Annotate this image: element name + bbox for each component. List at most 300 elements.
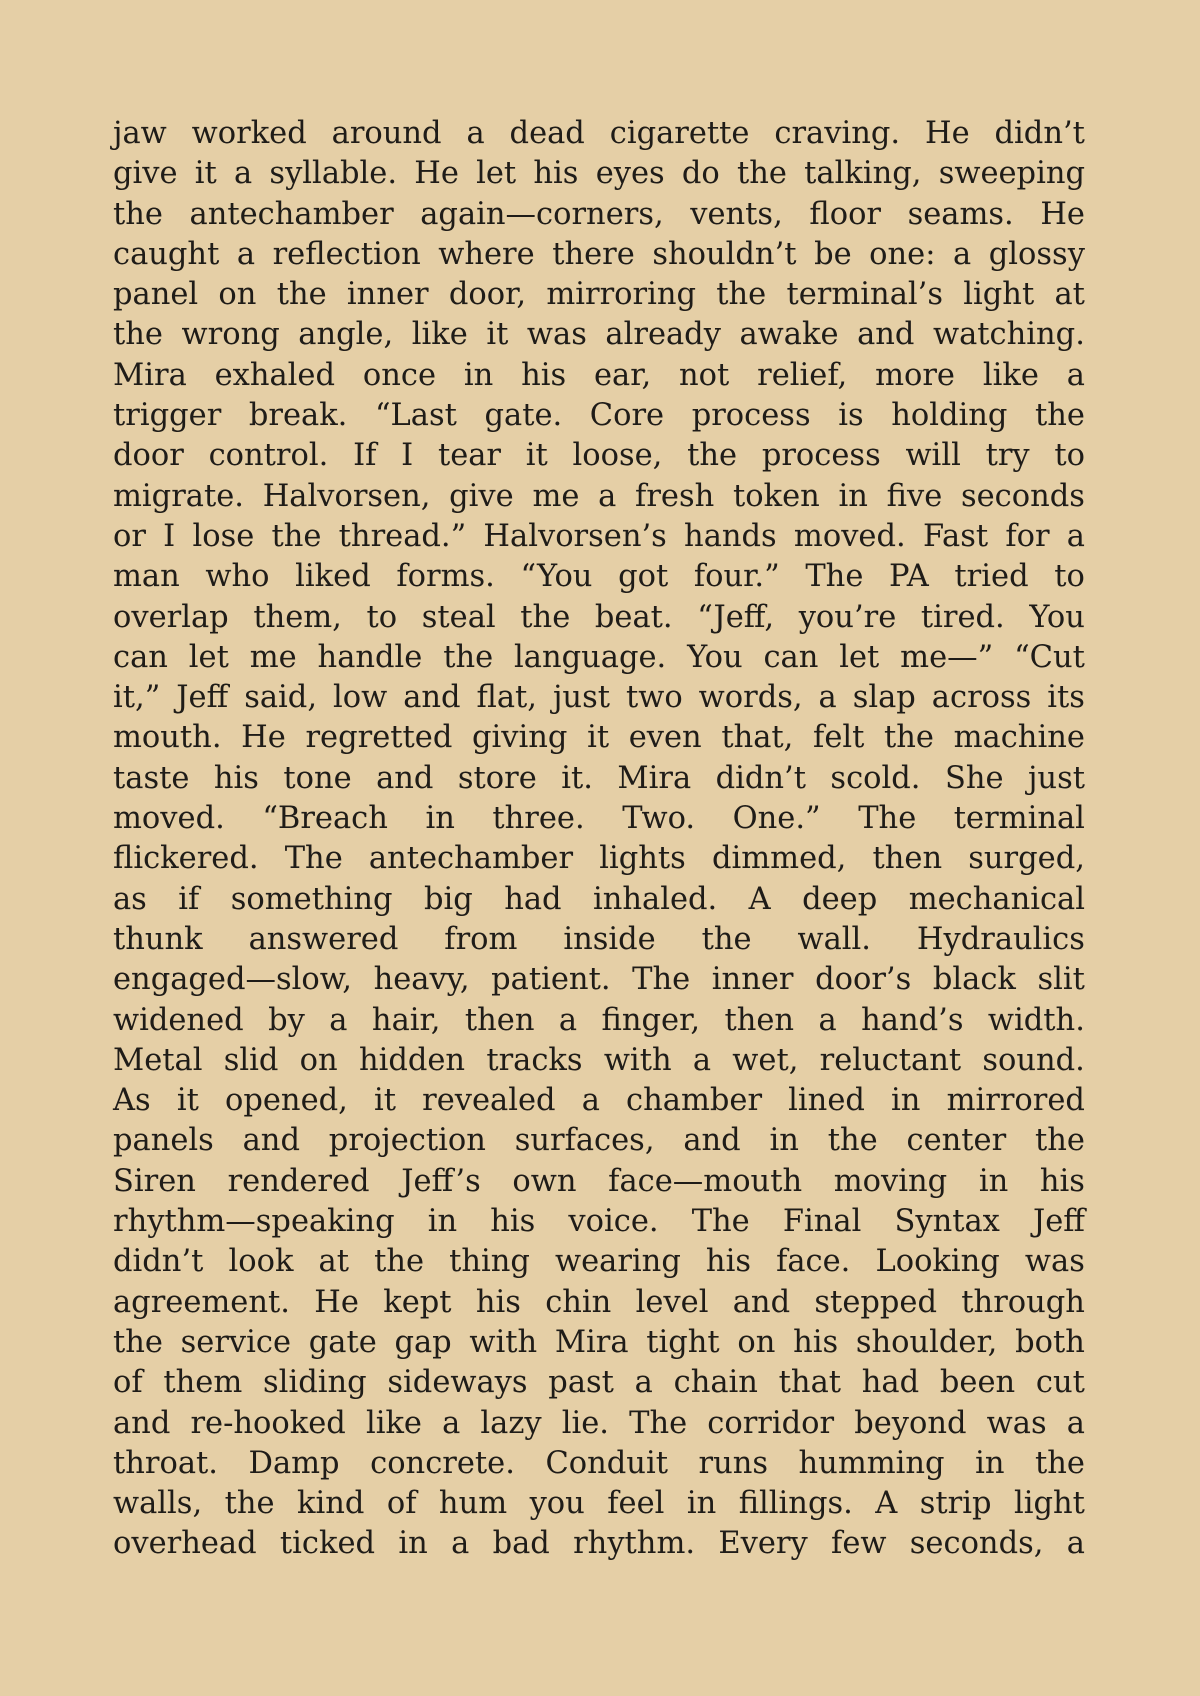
word: panels <box>113 1123 214 1159</box>
word: wall. <box>797 921 871 957</box>
word: on <box>737 1324 776 1360</box>
word: machine <box>953 720 1085 756</box>
word: black <box>932 962 1016 998</box>
word: fillings. <box>738 1486 853 1522</box>
word: terminal <box>953 801 1085 837</box>
word: and <box>857 317 915 353</box>
word: it <box>486 317 509 353</box>
word: Metal <box>113 1042 203 1078</box>
word: control. <box>208 438 329 474</box>
text-line <box>113 1444 1085 1484</box>
word: “Cut <box>1014 639 1085 675</box>
word: the <box>701 921 752 957</box>
word: vents, <box>690 196 783 232</box>
word: overhead <box>113 1526 257 1562</box>
word: revealed <box>422 1083 556 1119</box>
word: face—mouth <box>608 1163 803 1199</box>
word: didn’t <box>113 1244 204 1280</box>
word: a <box>329 1002 348 1038</box>
word: angle, <box>298 317 394 353</box>
text-line <box>113 678 1085 718</box>
text-line <box>113 1202 1085 1242</box>
word: got <box>618 559 669 595</box>
word: scold. <box>830 760 921 796</box>
word: syllable. <box>269 156 398 192</box>
word: kind <box>296 1486 365 1522</box>
word: words, <box>698 680 803 716</box>
text-line <box>113 1242 1085 1282</box>
word: for <box>1005 518 1050 554</box>
text-line <box>113 960 1085 1000</box>
word: cut <box>1035 1365 1085 1401</box>
word: his <box>213 760 259 796</box>
word: a <box>953 236 972 272</box>
text-line <box>113 396 1085 436</box>
word: agreement. <box>113 1284 290 1320</box>
word: in <box>463 357 494 393</box>
word: antechamber <box>189 196 394 232</box>
text-line <box>113 638 1085 678</box>
word: seconds, <box>909 1526 1044 1562</box>
word: voice. <box>568 1204 659 1240</box>
word: tracks <box>486 1042 583 1078</box>
word: just <box>1027 760 1085 796</box>
word: from <box>444 921 518 957</box>
word: tight <box>646 1324 720 1360</box>
word: once <box>362 357 436 393</box>
word: give <box>113 156 178 192</box>
word: then <box>464 1002 535 1038</box>
word: the <box>737 156 787 192</box>
word: patient. <box>491 962 611 998</box>
word: hand’s <box>861 1002 964 1038</box>
word: five <box>886 478 943 514</box>
word: you’re <box>798 599 897 635</box>
word: man <box>113 559 180 595</box>
word: a <box>466 116 485 151</box>
word: loose, <box>572 438 663 474</box>
word: process <box>761 438 881 474</box>
word: like <box>365 1405 422 1441</box>
word: A <box>748 881 771 917</box>
word: two <box>625 680 683 716</box>
word: let <box>476 156 517 192</box>
word: glossy <box>988 236 1085 272</box>
word: in <box>427 1204 458 1240</box>
word: his <box>533 156 579 192</box>
word: The <box>632 962 691 998</box>
word: humming <box>798 1445 945 1481</box>
word: by <box>268 1002 305 1038</box>
word: Halvorsen, <box>262 478 431 514</box>
word: a <box>634 1365 653 1401</box>
word: mechanical <box>908 881 1085 917</box>
word: handle <box>317 639 423 675</box>
word: or <box>113 518 146 554</box>
word: giving <box>471 720 568 756</box>
word: a <box>1066 518 1085 554</box>
word: hair, <box>371 1002 441 1038</box>
word: “Jeff, <box>697 599 775 635</box>
text-line <box>113 1121 1085 1161</box>
word: said, <box>244 680 318 716</box>
word: to <box>1054 559 1085 595</box>
word: was <box>526 317 587 353</box>
word: a <box>581 1083 600 1119</box>
word: do <box>681 156 720 192</box>
word: re-hooked <box>190 1405 346 1441</box>
word: seams. <box>907 196 1014 232</box>
word: his <box>1039 1163 1085 1199</box>
word: Conduit <box>545 1445 668 1481</box>
word: the <box>374 1244 425 1280</box>
word: finger, <box>601 1002 701 1038</box>
word: The <box>629 1405 688 1441</box>
word: three. <box>492 801 585 837</box>
word: She <box>944 760 1004 796</box>
word: hands <box>684 518 777 554</box>
word: and <box>732 1284 791 1320</box>
word: will <box>905 438 961 474</box>
word: holding <box>891 398 1008 434</box>
word: liked <box>295 559 371 595</box>
word: in <box>891 1083 921 1119</box>
word: Core <box>589 398 665 434</box>
text-line <box>113 1404 1085 1444</box>
word: then <box>724 1002 795 1038</box>
word: lined <box>788 1083 865 1119</box>
word: You <box>1029 599 1085 635</box>
text-line <box>113 718 1085 758</box>
word: at <box>1054 277 1085 313</box>
word: a <box>236 236 256 272</box>
word: low <box>332 680 388 716</box>
word: throat. <box>113 1445 218 1481</box>
word: tired. <box>920 599 1005 635</box>
word: in <box>838 478 868 514</box>
word: overlap <box>113 599 229 635</box>
word: “You <box>520 559 593 595</box>
word: the <box>113 1324 163 1360</box>
word: inside <box>563 921 656 957</box>
word: the <box>224 1486 275 1522</box>
word: strip <box>919 1486 992 1522</box>
word: then <box>872 841 943 877</box>
word: The <box>691 1204 750 1240</box>
text-line <box>113 356 1085 396</box>
word: with <box>469 1324 538 1360</box>
word: a <box>692 1042 712 1078</box>
word: thread.” <box>338 518 467 554</box>
word: look <box>228 1244 294 1280</box>
word: floor <box>809 196 882 232</box>
text-line <box>113 1283 1085 1323</box>
word: his <box>521 357 567 393</box>
word: trigger <box>113 398 222 434</box>
text-line <box>113 839 1085 879</box>
word: break. <box>248 398 348 434</box>
word: seconds <box>960 478 1085 514</box>
word: of <box>113 1365 143 1401</box>
text-line <box>113 1323 1085 1363</box>
word: steal <box>421 599 496 635</box>
word: wearing <box>555 1244 681 1280</box>
word: ear, <box>594 357 652 393</box>
word: reflection <box>272 236 421 272</box>
word: Jeff <box>176 680 229 716</box>
text-line <box>113 598 1085 638</box>
word: store <box>457 760 537 796</box>
word: sliding <box>263 1365 367 1401</box>
word: let <box>188 639 229 675</box>
word: lose <box>192 518 255 554</box>
word: across <box>931 680 1032 716</box>
word: surfaces, <box>514 1123 655 1159</box>
word: width. <box>987 1002 1085 1038</box>
word: One.” <box>732 801 821 837</box>
word: eyes <box>595 156 665 192</box>
text-line <box>113 154 1085 194</box>
word: had <box>861 1365 920 1401</box>
word: door’s <box>815 962 912 998</box>
word: me <box>532 478 580 514</box>
word: hidden <box>358 1042 466 1078</box>
word: own <box>512 1163 577 1199</box>
word: it <box>525 438 548 474</box>
word: tone <box>283 760 352 796</box>
word: I <box>163 518 176 554</box>
word: and <box>113 1405 171 1441</box>
word: walls, <box>113 1486 203 1522</box>
word: where <box>438 236 535 272</box>
word: it <box>587 720 610 756</box>
word: language. <box>514 639 667 675</box>
word: inhaled. <box>592 881 718 917</box>
word: If <box>353 438 377 474</box>
word: in <box>978 1163 1009 1199</box>
word: it <box>176 1083 199 1119</box>
word: didn’t <box>994 116 1085 151</box>
word: lights <box>599 841 686 877</box>
word: dimmed, <box>711 841 847 877</box>
text-line <box>113 880 1085 920</box>
word: moved. <box>793 518 906 554</box>
word: a <box>451 1526 470 1562</box>
word: was <box>986 1405 1047 1441</box>
word: “Breach <box>262 801 388 837</box>
word: the <box>884 720 934 756</box>
word: answered <box>248 921 399 957</box>
word: craving. <box>774 116 901 151</box>
word: to <box>366 599 398 635</box>
word: flickered. <box>113 841 259 877</box>
word: Jeff’s <box>401 1163 481 1199</box>
text-line <box>113 517 1085 557</box>
word: wet, <box>732 1042 799 1078</box>
word: and <box>403 680 461 716</box>
word: rhythm—speaking <box>113 1204 395 1240</box>
word: cigarette <box>609 116 750 151</box>
text-line <box>113 195 1085 235</box>
word: rendered <box>227 1163 370 1199</box>
word: is <box>838 398 864 434</box>
word: try <box>985 438 1030 474</box>
word: opened, <box>224 1083 348 1119</box>
text-line <box>113 557 1085 597</box>
word: lazy <box>480 1405 542 1441</box>
text-line <box>113 436 1085 476</box>
word: A <box>875 1486 898 1522</box>
word: lie. <box>561 1405 610 1441</box>
word: as <box>113 881 147 917</box>
word: You <box>687 639 743 675</box>
word: can <box>763 639 819 675</box>
word: his <box>705 1244 751 1280</box>
word: been <box>939 1365 1016 1401</box>
word: of <box>386 1486 417 1522</box>
word: The <box>858 801 917 837</box>
word: regretted <box>305 720 453 756</box>
text-line <box>113 1081 1085 1121</box>
word: them <box>163 1365 243 1401</box>
word: wrong <box>181 317 280 353</box>
word: me—” <box>900 639 994 675</box>
word: concrete. <box>370 1445 515 1481</box>
word: exhaled <box>214 357 336 393</box>
word: Every <box>718 1526 808 1562</box>
word: chamber <box>626 1083 763 1119</box>
word: gap <box>394 1324 452 1360</box>
word: beyond <box>854 1405 967 1441</box>
word: the <box>1035 1445 1085 1481</box>
word: moving <box>833 1163 948 1199</box>
word: thing <box>449 1244 530 1280</box>
word: migrate. <box>113 478 244 514</box>
word: both <box>1015 1324 1085 1360</box>
word: dead <box>509 116 585 151</box>
word: a <box>1066 357 1085 393</box>
word: awake <box>739 317 839 353</box>
word: light <box>963 277 1035 313</box>
text-line <box>113 1484 1085 1524</box>
word: mirrored <box>946 1083 1085 1119</box>
word: mirroring <box>546 277 697 313</box>
word: that, <box>721 720 794 756</box>
word: even <box>628 720 702 756</box>
word: taste <box>113 760 190 796</box>
word: Jeff <box>1032 1204 1085 1240</box>
word: be <box>814 236 852 272</box>
word: He <box>241 720 286 756</box>
word: the <box>520 599 571 635</box>
word: Mira <box>113 357 187 393</box>
word: around <box>331 116 442 151</box>
word: runs <box>698 1445 769 1481</box>
text-line <box>113 1162 1085 1202</box>
word: a <box>234 156 253 192</box>
word: light <box>1013 1486 1085 1522</box>
word: to <box>1054 438 1085 474</box>
word: again—corners, <box>420 196 664 232</box>
word: you <box>529 1486 585 1522</box>
word: there <box>552 236 635 272</box>
word: The <box>805 559 864 595</box>
word: in <box>686 1486 717 1522</box>
word: projection <box>328 1123 486 1159</box>
word: the <box>113 317 163 353</box>
word: tear <box>437 438 502 474</box>
word: ticked <box>279 1526 376 1562</box>
word: four.” <box>693 559 780 595</box>
word: He <box>414 156 459 192</box>
text-line <box>113 1524 1085 1564</box>
word: stepped <box>814 1284 937 1320</box>
word: a <box>818 1002 837 1038</box>
word: token <box>732 478 820 514</box>
word: gate. <box>484 398 563 434</box>
word: let <box>839 639 880 675</box>
word: was <box>1024 1244 1085 1280</box>
word: them, <box>253 599 342 635</box>
word: I <box>401 438 414 474</box>
text-line <box>113 477 1085 517</box>
word: the <box>827 1123 878 1159</box>
word: inner <box>711 962 794 998</box>
word: it <box>194 156 217 192</box>
word: beat. <box>594 599 673 635</box>
word: and <box>376 760 434 796</box>
word: slit <box>1037 962 1085 998</box>
word: give <box>449 478 514 514</box>
word: door, <box>448 277 527 313</box>
word: a <box>1066 1526 1085 1562</box>
word: on <box>218 277 257 313</box>
word: Mira <box>617 760 692 796</box>
text-line <box>113 315 1085 355</box>
word: As <box>113 1083 151 1119</box>
word: moved. <box>113 801 225 837</box>
text-line <box>113 1363 1085 1403</box>
word: shoulder, <box>855 1324 998 1360</box>
word: sweeping <box>938 156 1085 192</box>
word: already <box>605 317 721 353</box>
word: widened <box>113 1002 244 1038</box>
word: Two. <box>622 801 696 837</box>
word: past <box>548 1365 614 1401</box>
word: Hydraulics <box>916 921 1085 957</box>
word: the <box>716 277 767 313</box>
word: in <box>975 1445 1005 1481</box>
word: feel <box>607 1486 665 1522</box>
word: sideways <box>387 1365 528 1401</box>
word: me <box>249 639 297 675</box>
word: He <box>314 1284 359 1320</box>
text-line <box>113 1041 1085 1081</box>
word: Looking <box>875 1244 1000 1280</box>
word: it <box>373 1083 396 1119</box>
word: forms. <box>396 559 495 595</box>
word: heavy, <box>373 962 470 998</box>
word: watching. <box>933 317 1085 353</box>
word: He <box>924 116 970 151</box>
word: his <box>475 1284 521 1320</box>
word: level <box>635 1284 709 1320</box>
word: just <box>552 680 610 716</box>
word: it,” <box>113 680 161 716</box>
text-line <box>113 114 1085 154</box>
word: Fast <box>922 518 989 554</box>
word: deep <box>802 881 878 917</box>
